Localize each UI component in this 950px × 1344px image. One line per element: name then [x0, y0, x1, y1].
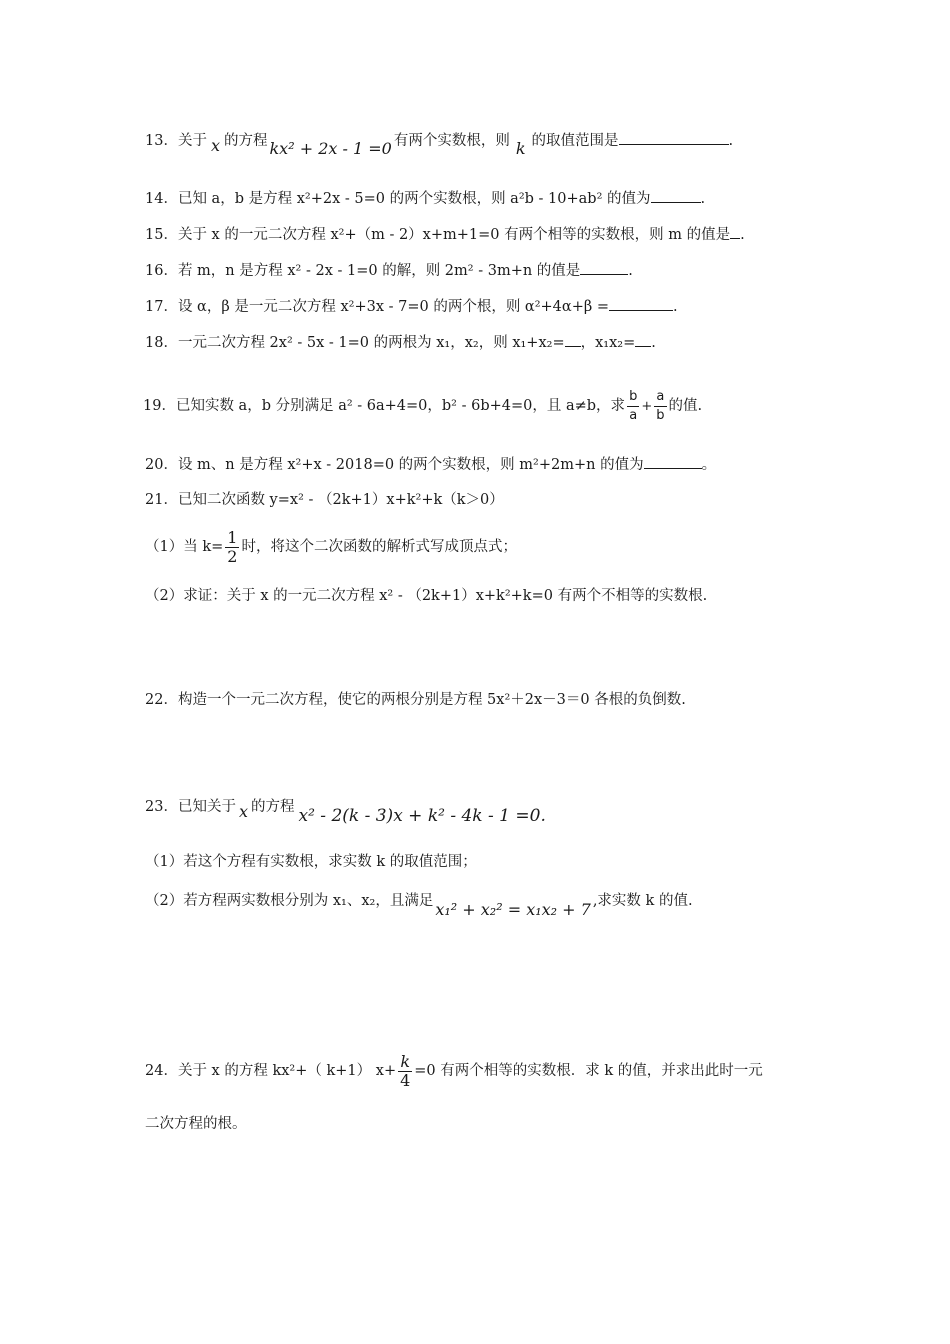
fraction-b-over-a	[627, 388, 639, 425]
question-18	[145, 332, 656, 353]
q16-period: .	[628, 263, 633, 279]
q23-p2-equation: x₁² + x₂² = x₁x₂ + 7	[435, 900, 591, 919]
q13-text: 的方程	[223, 133, 268, 149]
question-17	[145, 296, 678, 317]
q21-p1-text: （1）当 k=	[145, 539, 224, 555]
q21-p2-text: （2）求证：关于 x 的一元二次方程 x² - （2k+1）x+k²+k=0 有两个不相等的实数根.	[145, 588, 708, 604]
q19-frac1-denominator: a	[629, 407, 638, 423]
q19-frac2-numerator: a	[654, 388, 666, 407]
question-21-part-1	[145, 522, 517, 572]
q22-text: 22．构造一个一元二次方程，使它的两根分别是方程 5x²＋2x－3＝0 各根的负倒数.	[145, 692, 686, 708]
q24-frac-numerator: k	[398, 1053, 412, 1072]
question-21	[145, 490, 504, 510]
question-23-part-1	[145, 852, 477, 872]
q21-frac-denominator: 2	[227, 546, 238, 566]
question-14	[145, 188, 705, 209]
q23-equation: x² - 2(k - 3)x + k² - 4k - 1 =0.	[298, 806, 546, 826]
answer-blank[interactable]	[580, 260, 628, 275]
q24-text-2: =0 有两个相等的实数根．求 k 的值，并求出此时一元	[414, 1063, 763, 1079]
q14-period: .	[700, 191, 706, 207]
q18-text: 18．一元二次方程 2x² - 5x - 1=0 的两根为 x₁，x₂，则 x₁+x₂=	[145, 335, 565, 351]
q18-period: .	[651, 335, 656, 351]
answer-blank[interactable]	[651, 188, 701, 203]
fraction-k-over-4	[398, 1053, 412, 1090]
question-24	[145, 1046, 763, 1096]
question-21-part-2	[145, 586, 707, 606]
q23-text: 的方程	[250, 799, 295, 815]
q20-period: 。	[701, 457, 717, 473]
question-24-continued	[145, 1114, 247, 1134]
q13-var-k: k	[515, 139, 526, 158]
question-22	[145, 690, 686, 710]
q23-p2-text-2: ,求实数 k 的值.	[592, 893, 693, 909]
q17-text: 17．设 α，β 是一元二次方程 x²+3x - 7=0 的两个根，则 α²+4α+β =	[145, 299, 609, 315]
question-23	[145, 796, 546, 826]
q15-period: .	[740, 227, 745, 243]
q23-var-x: x	[238, 802, 248, 821]
question-23-part-2	[145, 890, 693, 919]
question-20	[145, 454, 716, 475]
q13-text-3: 的取值范围是	[531, 133, 619, 149]
q21-text: 21．已知二次函数 y=x² - （2k+1）x+k²+k（k＞0）	[145, 492, 504, 508]
q13-text-2: 有两个实数根，则	[393, 133, 510, 149]
q13-period: .	[728, 133, 734, 149]
q20-text: 20．设 m、n 是方程 x²+x - 2018=0 的两个实数根，则 m²+2m+n 的值为	[145, 457, 644, 473]
answer-blank[interactable]	[609, 296, 673, 311]
q13-equation: kx² + 2x - 1 =0	[269, 139, 392, 158]
question-16	[145, 260, 633, 281]
q24-frac-denominator: 4	[400, 1070, 411, 1090]
q21-p1-text-2: 时，将这个二次函数的解析式写成顶点式；	[241, 539, 517, 555]
q21-frac-numerator: 1	[227, 527, 238, 547]
answer-blank[interactable]	[730, 224, 740, 239]
q23-p1-text: （1）若这个方程有实数根，求实数 k 的取值范围；	[145, 854, 477, 870]
answer-blank-product[interactable]	[635, 332, 651, 347]
fraction-a-over-b	[654, 388, 666, 425]
q13-var-x: x	[210, 136, 220, 155]
q16-text: 16．若 m，n 是方程 x² - 2x - 1=0 的解，则 2m² - 3m+n 的值是	[145, 263, 581, 279]
fraction-one-half	[225, 529, 239, 566]
question-13	[145, 130, 734, 158]
q19-plus: +	[641, 399, 653, 414]
q19-frac2-denominator: b	[656, 407, 665, 423]
question-15	[145, 224, 745, 245]
q13-number: 13．关于	[145, 133, 207, 149]
answer-blank[interactable]	[619, 130, 729, 145]
q18-text-2: ，x₁x₂=	[580, 335, 636, 351]
question-19	[143, 384, 702, 429]
q15-text: 15．关于 x 的一元二次方程 x²+（m - 2）x+m+1=0 有两个相等的实数根，则 m 的值是	[145, 227, 731, 243]
q24-text: 24．关于 x 的方程 kx²+（ k+1） x+	[145, 1063, 397, 1079]
answer-blank[interactable]	[644, 454, 702, 469]
q23-number: 23．已知关于	[145, 799, 236, 815]
answer-blank-sum[interactable]	[565, 332, 581, 347]
q23-p2-text: （2）若方程两实数根分别为 x₁、x₂，且满足	[145, 893, 434, 909]
q14-text: 14．已知 a，b 是方程 x²+2x - 5=0 的两个实数根，则 a²b - 10+ab² 的值为	[145, 191, 651, 207]
q17-period: .	[673, 299, 678, 315]
q24-text-3: 二次方程的根。	[145, 1116, 247, 1132]
q19-frac1-numerator: b	[627, 388, 639, 407]
q19-end: 的值.	[668, 398, 703, 414]
q19-text: 19．已知实数 a，b 分别满足 a² - 6a+4=0，b² - 6b+4=0，且 a≠b，求	[143, 398, 626, 414]
